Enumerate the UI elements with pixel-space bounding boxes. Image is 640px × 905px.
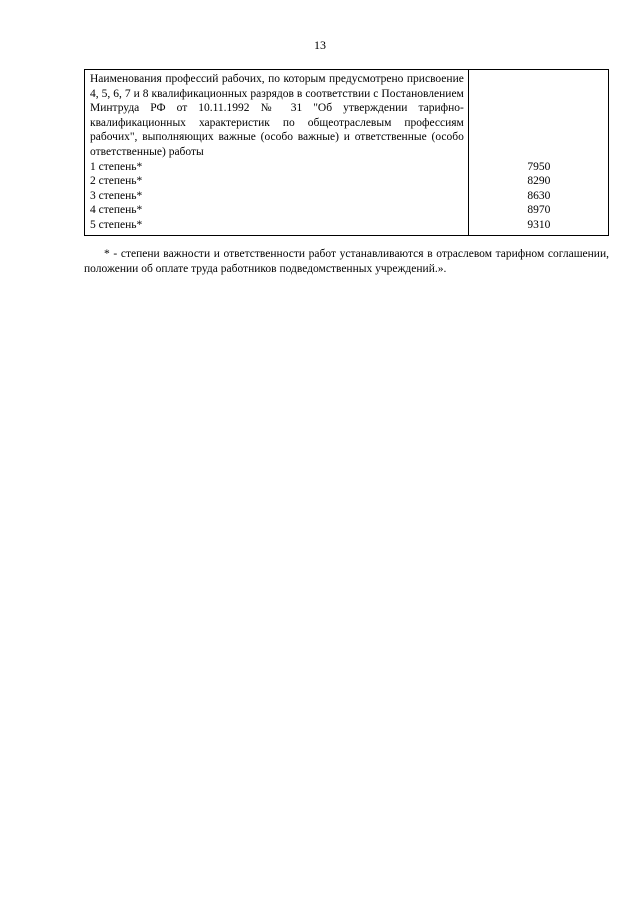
degree-label: 1 степень* xyxy=(90,160,143,173)
salary-value: 8970 xyxy=(527,204,551,217)
footnote: * - степени важности и ответственности работ устанавливаются в отраслевом тарифном соглашении, положении об оплате труда работников подведомственных учреждений.». xyxy=(84,248,609,275)
degree-label: 2 степень* xyxy=(90,175,143,188)
salary-value-cell xyxy=(468,70,608,236)
page-number: 13 xyxy=(314,38,326,52)
profession-category-heading: Наименования профессий рабочих, по которым предусмотрено присвоение 4, 5, 6, 7 и 8 квалификационных разрядов в соответствии с Постановлением Минтруда РФ от 10.11.1992 № 31 "Об утверждении тарифно-квалификационных характеристик по общеотраслевым профессиям рабочих", выполняющих важные (особо важные) и ответственные (особо ответственные) работы xyxy=(90,73,464,158)
value-spacer xyxy=(474,72,604,160)
salary-value: 9310 xyxy=(527,218,551,231)
degree-label: 3 степень* xyxy=(90,189,143,202)
degree-label: 4 степень* xyxy=(90,204,143,217)
tariff-table xyxy=(84,69,609,236)
degree-label: 5 степень* xyxy=(90,218,143,231)
salary-value: 7950 xyxy=(527,160,551,173)
salary-value: 8290 xyxy=(527,175,551,188)
salary-value: 8630 xyxy=(527,189,551,202)
profession-category-cell xyxy=(85,70,469,236)
table-row xyxy=(85,70,609,236)
